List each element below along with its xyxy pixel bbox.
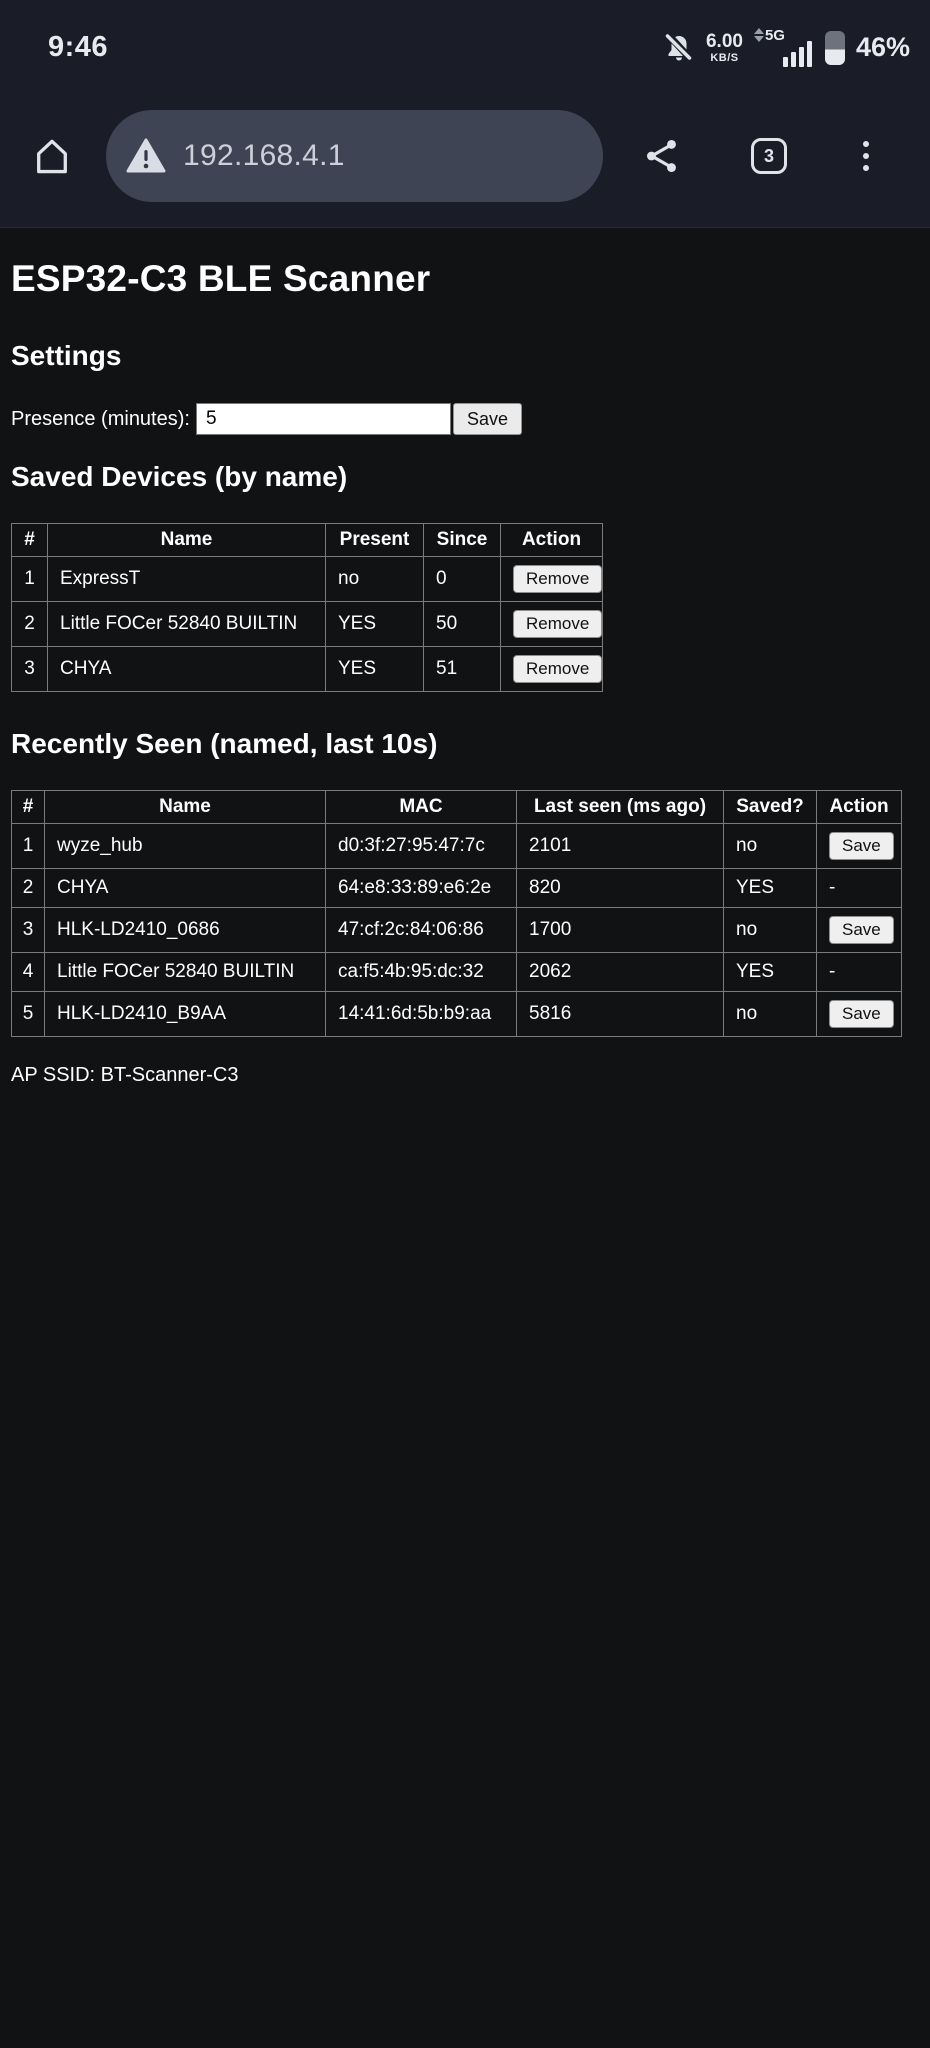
cell-action — [501, 602, 603, 647]
cell-mac: 14:41:6d:5b:b9:aa — [326, 992, 517, 1037]
share-button[interactable] — [643, 137, 681, 175]
cell-action — [817, 992, 902, 1037]
cell-saved: YES — [724, 953, 817, 992]
cell-last_seen: 1700 — [517, 908, 724, 953]
browser-toolbar — [0, 85, 930, 228]
table-row — [12, 992, 902, 1037]
table-row — [12, 908, 902, 953]
column-header: # — [12, 791, 45, 824]
remove-device-button[interactable]: Remove — [513, 565, 602, 593]
cell-saved: no — [724, 908, 817, 953]
cell-present: no — [326, 557, 424, 602]
ap-ssid-text: AP SSID: BT-Scanner-C3 — [11, 1064, 239, 1086]
cell-action — [501, 557, 603, 602]
column-header: Present — [326, 524, 424, 557]
home-button[interactable] — [30, 134, 74, 178]
recently-seen-table — [11, 790, 902, 1037]
remove-device-button[interactable]: Remove — [513, 610, 602, 638]
cell-saved: no — [724, 992, 817, 1037]
cell-action — [817, 824, 902, 869]
column-header: Name — [48, 524, 326, 557]
cell-num: 1 — [12, 557, 48, 602]
cell-num: 3 — [12, 908, 45, 953]
status-bar — [0, 0, 930, 85]
cell-name: wyze_hub — [45, 824, 326, 869]
network-speed-indicator — [706, 32, 743, 64]
data-activity-arrows-icon — [754, 28, 764, 42]
cell-since: 50 — [424, 602, 501, 647]
table-row — [12, 824, 902, 869]
saved-devices-heading: Saved Devices (by name) — [11, 461, 348, 492]
cell-present: YES — [326, 602, 424, 647]
notifications-muted-icon — [663, 32, 695, 64]
table-row — [12, 869, 902, 908]
menu-kebab-button[interactable] — [859, 137, 873, 175]
cell-name: CHYA — [45, 869, 326, 908]
cell-since: 0 — [424, 557, 501, 602]
url-text: 192.168.4.1 — [183, 139, 345, 172]
table-header-row — [12, 524, 603, 557]
signal-indicator — [754, 26, 814, 67]
save-device-button[interactable]: Save — [829, 1000, 894, 1028]
cell-name: HLK-LD2410_B9AA — [45, 992, 326, 1037]
settings-heading: Settings — [11, 340, 122, 371]
tab-count: 3 — [763, 145, 774, 166]
status-icons — [663, 26, 910, 67]
cell-mac: d0:3f:27:95:47:7c — [326, 824, 517, 869]
cell-saved: no — [724, 824, 817, 869]
table-row — [12, 602, 603, 647]
column-header: Saved? — [724, 791, 817, 824]
save-device-button[interactable]: Save — [829, 832, 894, 860]
cell-name: Little FOCer 52840 BUILTIN — [45, 953, 326, 992]
column-header: MAC — [326, 791, 517, 824]
recently-seen-heading: Recently Seen (named, last 10s) — [11, 728, 438, 759]
cell-num: 2 — [12, 602, 48, 647]
cell-last_seen: 5816 — [517, 992, 724, 1037]
cell-action: - — [817, 953, 902, 992]
cell-name: Little FOCer 52840 BUILTIN — [48, 602, 326, 647]
cell-mac: ca:f5:4b:95:dc:32 — [326, 953, 517, 992]
cell-since: 51 — [424, 647, 501, 692]
table-row — [12, 557, 603, 602]
cell-last_seen: 820 — [517, 869, 724, 908]
table-row — [12, 647, 603, 692]
save-device-button[interactable]: Save — [829, 916, 894, 944]
column-header: Name — [45, 791, 326, 824]
settings-save-button[interactable]: Save — [453, 403, 522, 435]
cell-mac: 47:cf:2c:84:06:86 — [326, 908, 517, 953]
url-bar[interactable] — [106, 110, 603, 202]
cell-num: 1 — [12, 824, 45, 869]
speed-value: 6.00 — [705, 30, 743, 52]
cell-action — [501, 647, 603, 692]
cell-num: 5 — [12, 992, 45, 1037]
remove-device-button[interactable]: Remove — [513, 655, 602, 683]
cell-name: ExpressT — [48, 557, 326, 602]
security-warning-icon[interactable] — [126, 138, 166, 174]
status-time: 9:46 — [48, 31, 109, 63]
presence-label: Presence (minutes): — [11, 407, 190, 430]
battery-icon — [825, 31, 845, 65]
cell-last_seen: 2101 — [517, 824, 724, 869]
cell-action: - — [817, 869, 902, 908]
cell-present: YES — [326, 647, 424, 692]
table-row — [12, 953, 902, 992]
network-type-label: 5G — [764, 26, 785, 44]
column-header: Action — [501, 524, 603, 557]
battery-percent: 46% — [855, 32, 910, 62]
cell-num: 3 — [12, 647, 48, 692]
column-header: Last seen (ms ago) — [517, 791, 724, 824]
presence-input[interactable] — [196, 403, 451, 435]
cell-mac: 64:e8:33:89:e6:2e — [326, 869, 517, 908]
page-title: ESP32-C3 BLE Scanner — [11, 258, 431, 299]
column-header: Since — [424, 524, 501, 557]
tab-switcher-button[interactable] — [751, 138, 787, 174]
presence-form — [11, 403, 919, 435]
cell-action — [817, 908, 902, 953]
column-header: Action — [817, 791, 902, 824]
table-header-row — [12, 791, 902, 824]
saved-devices-table — [11, 523, 603, 692]
cell-name: HLK-LD2410_0686 — [45, 908, 326, 953]
cell-num: 4 — [12, 953, 45, 992]
cell-last_seen: 2062 — [517, 953, 724, 992]
cell-num: 2 — [12, 869, 45, 908]
signal-bars-icon — [783, 41, 812, 67]
column-header: # — [12, 524, 48, 557]
speed-unit: KB/S — [710, 51, 739, 64]
cell-name: CHYA — [48, 647, 326, 692]
cell-saved: YES — [724, 869, 817, 908]
web-page-content — [0, 258, 930, 1087]
